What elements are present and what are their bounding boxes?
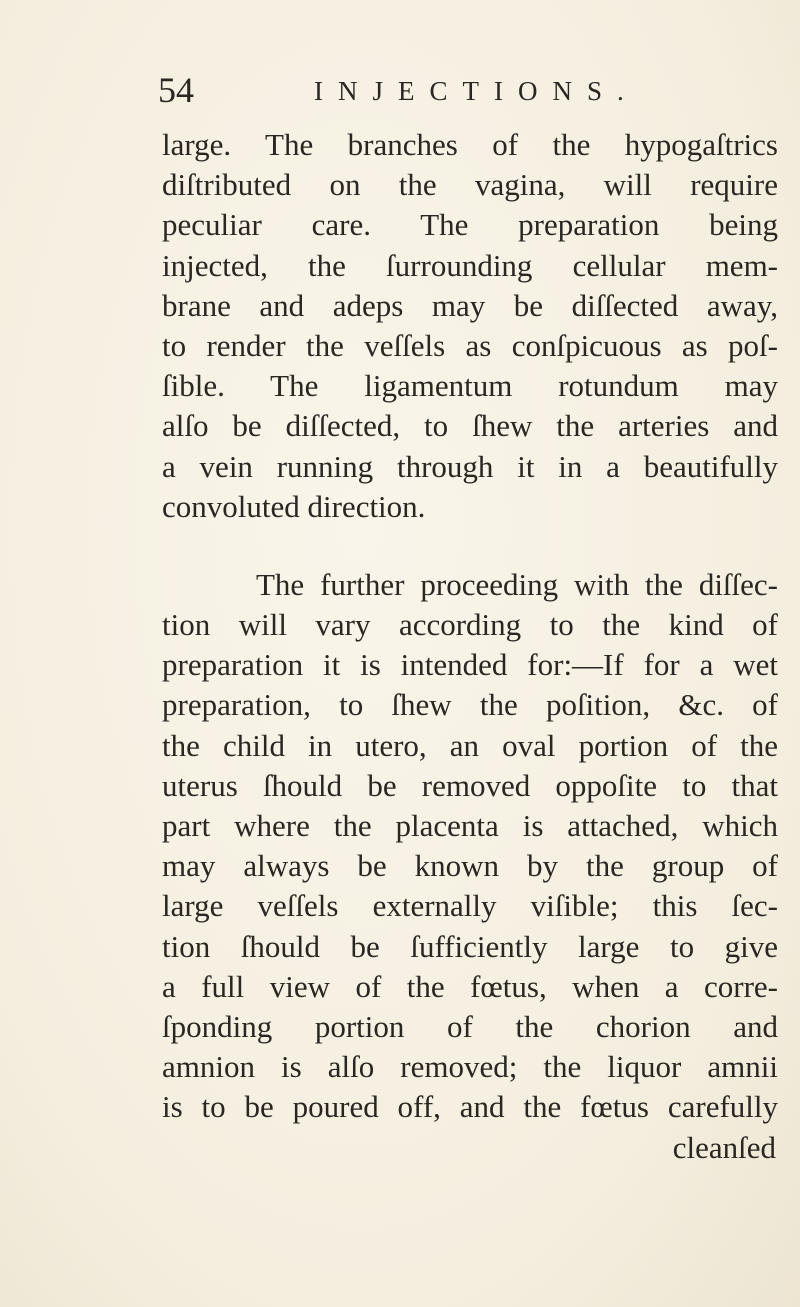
text-line: large. The branches of the hypogaſtrics [162, 127, 778, 162]
running-head: INJECTIONS. [314, 76, 639, 106]
text-line: uterus ſhould be removed oppoſite to that [162, 767, 778, 803]
text-line: amnion is alſo removed; the liquor amnii [162, 1049, 778, 1085]
paragraph-2 [162, 565, 778, 1128]
text-line: tion will vary according to the kind of [162, 607, 778, 643]
text-line: convoluted direction. [162, 488, 426, 524]
paragraph-gap [162, 527, 778, 565]
catchword: cleanſed [672, 1129, 776, 1165]
text-line: a vein running through it in a beautifully [162, 448, 778, 484]
text-line: preparation it is intended for:—If for a wet [162, 647, 778, 683]
text-line: the child in utero, an oval portion of the [162, 727, 778, 763]
text-line: part where the placenta is attached, which [162, 808, 778, 843]
text-line: ſponding portion of the chorion and [162, 1008, 778, 1044]
text-line: is to be poured off, and the fœtus carefully [162, 1089, 778, 1125]
text-line: tion ſhould be ſufficiently large to give [162, 928, 778, 964]
page-number: 54 [158, 70, 194, 110]
text-line: ſible. The ligamentum rotundum may [162, 368, 778, 404]
text-line: a full view of the fœtus, when a corre- [162, 968, 778, 1004]
text-line: alſo be diſſected, to ſhew the arteries and [162, 408, 778, 444]
text-line: preparation, to ſhew the poſition, &c. of [162, 687, 778, 723]
body-text [162, 125, 778, 1168]
page-header [158, 70, 798, 120]
text-line: injected, the ſurrounding cellular mem- [162, 247, 778, 283]
text-line: The further proceeding with the diſſec- [256, 566, 778, 602]
text-line: peculiar care. The preparation being [162, 207, 778, 243]
text-line: to render the veſſels as conſpicuous as poſ- [162, 327, 778, 363]
text-line: large veſſels externally viſible; this ſec- [162, 888, 778, 924]
text-line: brane and adeps may be diſſected away, [162, 287, 778, 323]
text-line: diſtributed on the vagina, will require [162, 167, 778, 203]
text-line: may always be known by the group of [162, 848, 778, 884]
paragraph-1 [162, 125, 778, 527]
